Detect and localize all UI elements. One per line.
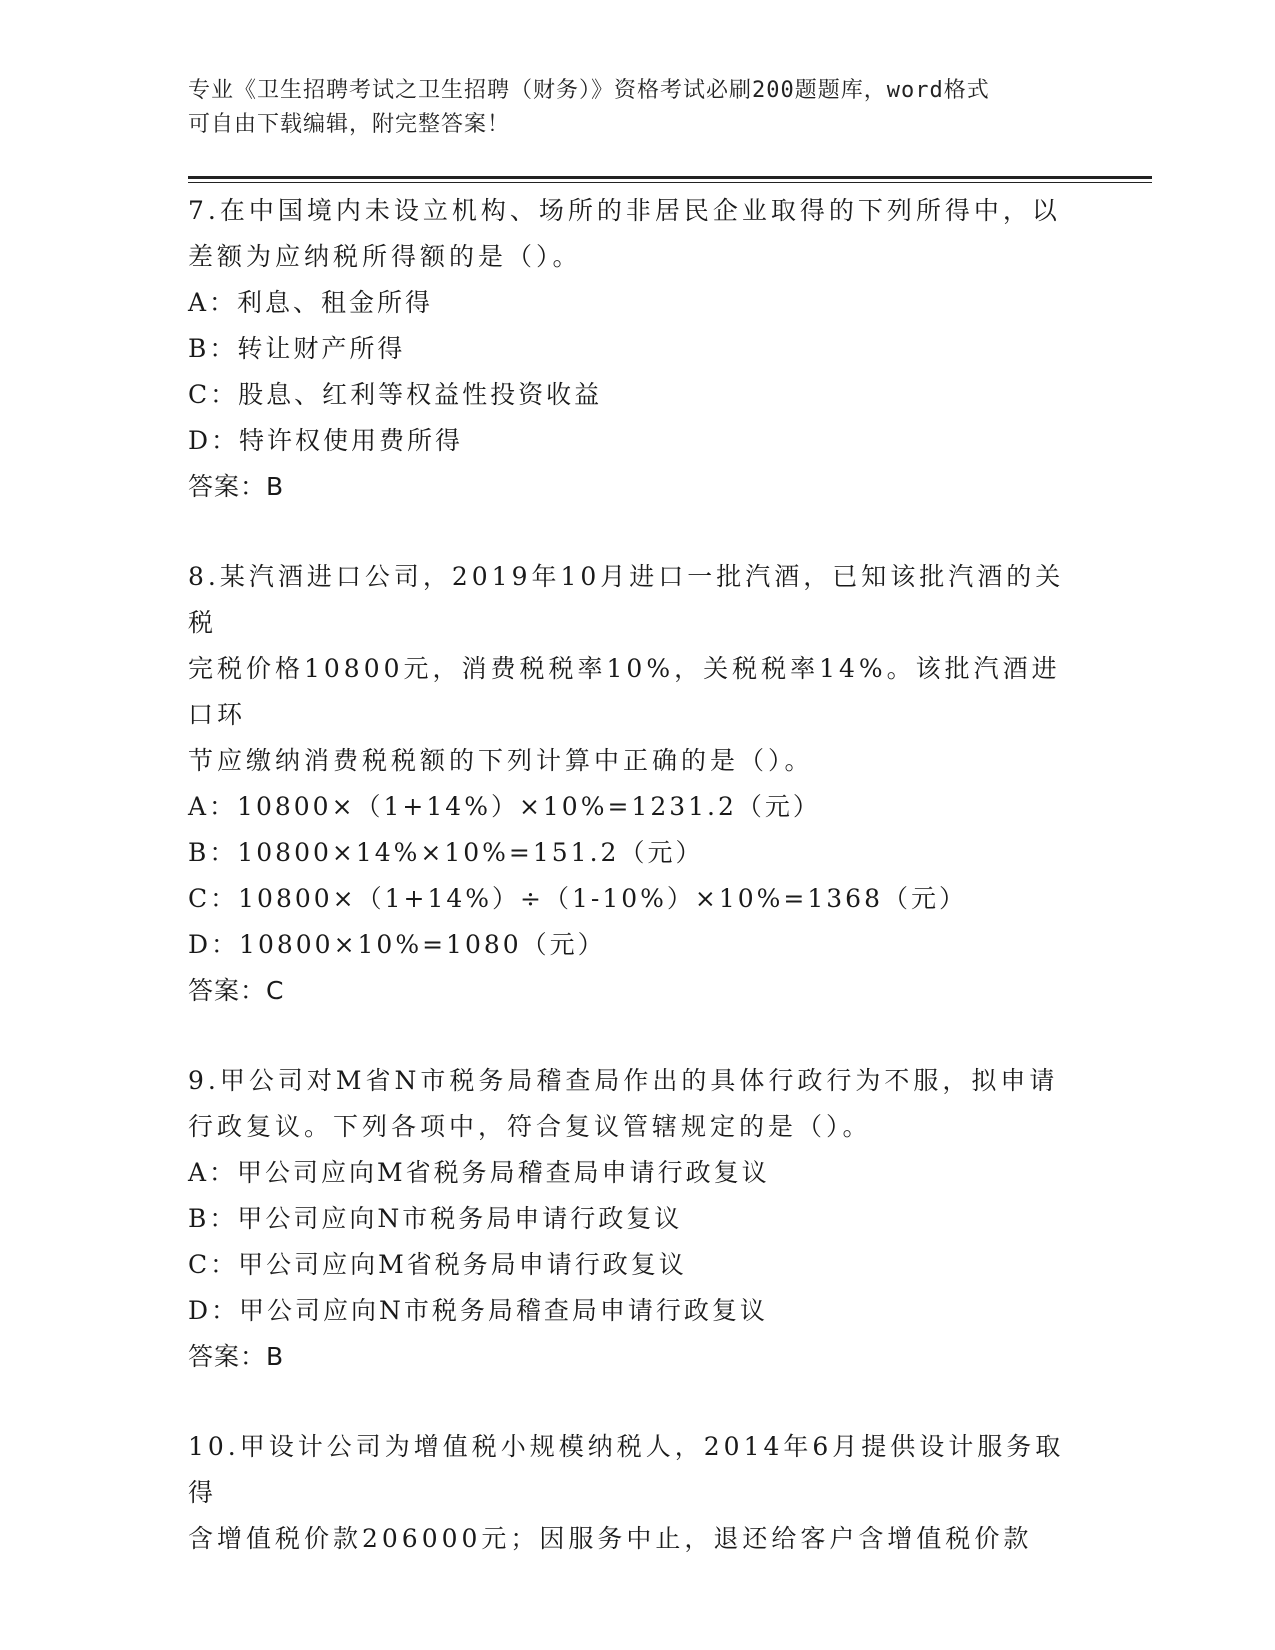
option-c: C：甲公司应向M省税务局申请行政复议 [188,1250,687,1279]
question-9 [188,1058,1088,1380]
header-divider-thin [188,182,1152,183]
question-stem-line: 含增值税价款206000元；因服务中止，退还给客户含增值税价款 [188,1524,1033,1553]
question-stem-line: 差额为应纳税所得额的是（）。 [188,242,582,271]
option-c: C：10800×（1+14%）÷（1-10%）×10%=1368（元） [188,884,967,913]
question-stem-line: 8.某汽酒进口公司，2019年10月进口一批汽酒，已知该批汽酒的关税 [188,562,1065,637]
option-d: D：甲公司应向N市税务局稽查局申请行政复议 [188,1296,768,1325]
option-a: A：利息、租金所得 [188,288,434,317]
header-line-1: 专业《卫生招聘考试之卫生招聘（财务）》资格考试必刷200题题库，word格式 [188,78,990,103]
question-10 [188,1424,1088,1562]
answer-line: 答案：B [188,472,285,501]
header-line-2: 可自由下载编辑，附完整答案！ [188,112,511,137]
answer-line: 答案：C [188,976,285,1005]
question-stem-line: 完税价格10800元，消费税税率10%，关税税率14%。该批汽酒进口环 [188,654,1061,729]
option-a: A：甲公司应向M省税务局稽查局申请行政复议 [188,1158,770,1187]
option-a: A：10800×（1+14%）×10%=1231.2（元） [188,792,821,821]
header-divider-thick [188,176,1152,179]
question-stem-line: 10.甲设计公司为增值税小规模纳税人，2014年6月提供设计服务取得 [188,1432,1065,1507]
question-stem-line: 7.在中国境内未设立机构、场所的非居民企业取得的下列所得中，以 [188,196,1061,225]
question-list [188,188,1088,1606]
question-stem-line: 节应缴纳消费税税额的下列计算中正确的是（）。 [188,746,814,775]
option-d: D：10800×10%=1080（元） [188,930,606,959]
question-stem-line: 行政复议。下列各项中，符合复议管辖规定的是（）。 [188,1112,872,1141]
option-b: B：转让财产所得 [188,334,406,363]
question-stem-line: 9.甲公司对M省N市税务局稽查局作出的具体行政行为不服，拟申请 [188,1066,1059,1095]
option-b: B：甲公司应向N市税务局申请行政复议 [188,1204,683,1233]
document-header [188,74,1068,142]
question-7 [188,188,1088,510]
option-b: B：10800×14%×10%=151.2（元） [188,838,704,867]
option-c: C：股息、红利等权益性投资收益 [188,380,603,409]
answer-line: 答案：B [188,1342,285,1371]
option-d: D：特许权使用费所得 [188,426,464,455]
question-8 [188,554,1088,1014]
